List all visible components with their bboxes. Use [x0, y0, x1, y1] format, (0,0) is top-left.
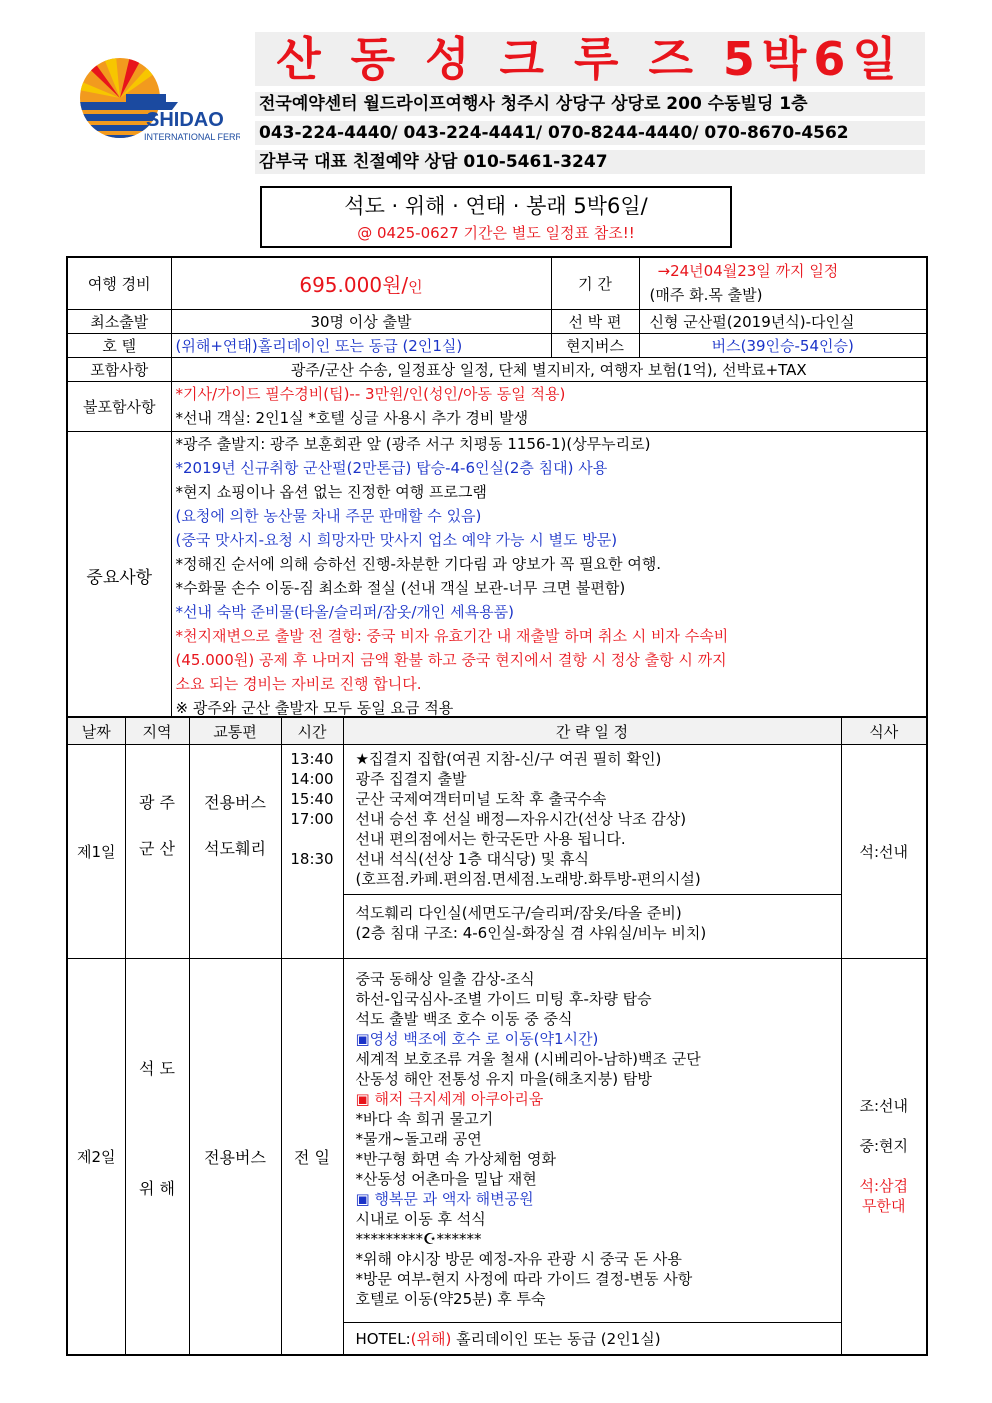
- cost-unit: 인: [408, 277, 423, 296]
- day2-hotel-name: 홀리데이인 또는 동급 (2인1실): [451, 1329, 661, 1348]
- header-itinerary: 간 략 일 정: [343, 717, 841, 745]
- day1-time: 18:30: [290, 850, 334, 868]
- important-item: *2019년 신규취항 군산펄(2만톤급) 탑승-4-6인실(2층 침대) 사용: [175, 458, 608, 477]
- day1-item: 광주 집결지 출발: [355, 770, 467, 788]
- header-transport: 교통편: [189, 717, 281, 745]
- logo-text: SHIDAO: [146, 109, 224, 131]
- day2-transport: 전용버스: [189, 959, 281, 1355]
- info-table: [66, 256, 928, 722]
- day2-hotel-prefix: HOTEL:: [355, 1329, 411, 1348]
- logo-subtext: INTERNATIONAL FERRY: [144, 132, 240, 142]
- schedule-table: [66, 716, 928, 1356]
- day2-hotel-city: (위해): [410, 1329, 452, 1348]
- day1-time: 17:00: [290, 810, 334, 828]
- ship-label: 선 박 편: [551, 309, 639, 333]
- day1-itinerary: [343, 745, 841, 895]
- important-item: *천지재변으로 출발 전 결항: 중국 비자 유효기간 내 재출발 하며 취소 시 비자 수속비: [175, 626, 729, 645]
- important-item: (요청에 의한 농산물 차내 주문 판매할 수 있음): [175, 506, 482, 525]
- exclude-cell: [171, 381, 927, 431]
- bus-value: 버스(39인승-54인승): [639, 333, 927, 357]
- day2-item: *물개~돌고래 공연: [355, 1130, 482, 1148]
- day2-breakfast: 조:선내: [859, 1097, 909, 1116]
- route-box: [260, 186, 732, 248]
- day1-region1: 광 주: [139, 793, 175, 812]
- header-date: 날짜: [67, 717, 125, 745]
- day1-transport2: 석도훼리: [204, 839, 266, 858]
- min-label: 최소출발: [67, 309, 171, 333]
- day2-meals: [841, 959, 927, 1355]
- agency-contact: 감부국 대표 친절예약 상담 010-5461-3247: [255, 150, 925, 174]
- cost-label: 여행 경비: [67, 257, 171, 309]
- important-item: (중국 맛사지-요청 시 희망자만 맛사지 업소 예약 가능 시 별도 방문): [175, 530, 618, 549]
- include-value: 광주/군산 수송, 일정표상 일정, 단체 별지비자, 여행자 보험(1억), 선박료+TAX: [171, 357, 927, 381]
- day2-region: [125, 959, 189, 1355]
- cost-value: 695.000원/: [299, 272, 409, 297]
- day2-item: 하선-입국심사-조별 가이드 미팅 후-차량 탑승: [355, 990, 652, 1008]
- day1-ferry-note: [343, 895, 841, 959]
- important-item: 소요 되는 경비는 자비로 진행 합니다.: [175, 674, 422, 693]
- day1-item: (호프점.카페.편의점.면세점.노래방.화투방-편의시설): [355, 870, 701, 888]
- cost-cell: [171, 257, 551, 309]
- day2-item: *바다 속 희귀 물고기: [355, 1110, 494, 1128]
- day2-item: *산동성 어촌마을 밀납 재현: [355, 1170, 537, 1188]
- day1-item: 선내 편의점에서는 한국돈만 사용 됩니다.: [355, 830, 626, 848]
- day1-transport: [189, 745, 281, 959]
- day1-meal: 석:선내: [841, 745, 927, 959]
- important-list: [171, 431, 927, 721]
- day1-time: 13:40: [290, 750, 334, 768]
- exclude-line2: *선내 객실: 2인1실 *호텔 싱글 사용시 추가 경비 발생: [175, 409, 529, 427]
- day2-item: 시내로 이동 후 석식: [355, 1210, 486, 1228]
- day2-item: *방문 여부-현지 사정에 따라 가이드 결정-변동 사항: [355, 1270, 693, 1288]
- header-time: 시간: [281, 717, 343, 745]
- day1-date: 제1일: [67, 745, 125, 959]
- header-region: 지역: [125, 717, 189, 745]
- exclude-line1: *기사/가이드 필수경비(팁)-- 3만원/인(성인/아동 동일 적용): [175, 385, 566, 403]
- ship-value: 신형 군산펄(2019년식)-다인실: [639, 309, 927, 333]
- day1-item: 선내 승선 후 선실 배정—자유시간(선상 낙조 감상): [355, 810, 687, 828]
- day1-note1: 석도훼리 다인실(세면도구/슬리퍼/잠옷/타올 준비): [355, 904, 682, 922]
- day2-lunch: 중:현지: [859, 1137, 909, 1156]
- important-item: *선내 숙박 준비물(타올/슬리퍼/잠옷/개인 세욕용품): [175, 602, 514, 621]
- day2-item: *위해 야시장 방문 예정-자유 관광 시 중국 돈 사용: [355, 1250, 682, 1268]
- day1-item: ★집결지 집합(여권 지참-신/구 여권 필히 확인): [355, 750, 662, 768]
- period-label: 기 간: [551, 257, 639, 309]
- agency-phones: 043-224-4440/ 043-224-4441/ 070-8244-4440/ 070-8670-4562: [255, 121, 925, 145]
- day1-item: 군산 국제여객터미널 도착 후 출국수속: [355, 790, 607, 808]
- bus-label: 현지버스: [551, 333, 639, 357]
- day2-item: 호텔로 이동(약25분) 후 투숙: [355, 1290, 546, 1308]
- important-item: (45.000원) 공제 후 나머지 금액 환불 하고 중국 현지에서 결항 시 정상 출항 시 까지: [175, 650, 727, 669]
- day2-hotel: [343, 1323, 841, 1355]
- day2-item: ▣영성 백조에 호수 로 이동(약1시간): [355, 1030, 599, 1048]
- important-item: *광주 출발지: 광주 보훈회관 앞 (광주 서구 치평동 1156-1)(상무누리로): [175, 434, 651, 453]
- route-note: @ 0425-0627 기간은 별도 일정표 참조!!: [357, 224, 635, 242]
- period-line1: →24년04월23일 까지 일정: [657, 262, 839, 281]
- important-item: *수화물 손수 이동-짐 최소화 절실 (선내 객실 보관-너무 크면 불편함): [175, 578, 626, 597]
- day2-dinner2: 무한대: [862, 1197, 906, 1216]
- hotel-label: 호 텔: [67, 333, 171, 357]
- day1-times: [281, 745, 343, 959]
- day2-item: *********☪******: [355, 1230, 482, 1248]
- agency-address: 전국예약센터 월드라이프여행사 청주시 상당구 상당로 200 수동빌딩 1층: [255, 92, 925, 116]
- company-logo: [68, 56, 240, 152]
- day1-transport1: 전용버스: [204, 793, 266, 812]
- day2-item: 세계적 보호조류 겨울 철새 (시베리아-남하)백조 군단: [355, 1050, 701, 1068]
- day1-item: 선내 석식(선상 1층 대식당) 및 휴식: [355, 850, 589, 868]
- day2-item: 산동성 해안 전통성 유지 마을(해초지붕) 탐방: [355, 1070, 652, 1088]
- min-value: 30명 이상 출발: [171, 309, 551, 333]
- exclude-label: 불포함사항: [67, 381, 171, 431]
- day1-time: 15:40: [290, 790, 334, 808]
- important-item: ※ 광주와 군산 출발자 모두 동일 요금 적용: [175, 698, 454, 717]
- header-meal: 식사: [841, 717, 927, 745]
- day2-region2: 위 해: [139, 1179, 175, 1198]
- page-title: 산 동 성 크 루 즈 5박6일: [255, 32, 925, 86]
- period-cell: [639, 257, 927, 309]
- day1-region2: 군 산: [139, 839, 175, 858]
- day2-item: 중국 동해상 일출 감상-조식: [355, 970, 535, 988]
- day2-item: 석도 출발 백조 호수 이동 중 중식: [355, 1010, 573, 1028]
- day1-region: [125, 745, 189, 959]
- day2-item: ▣ 행복문 과 액자 해변공원: [355, 1190, 534, 1208]
- important-label: 중요사항: [67, 431, 171, 721]
- day2-item: ▣ 해저 극지세계 아쿠아리움: [355, 1090, 544, 1108]
- day1-note2: (2층 침대 구조: 4-6인실-화장실 겸 샤워실/비누 비치): [355, 924, 707, 942]
- route-title: 석도 · 위해 · 연태 · 봉래 5박6일/: [344, 194, 648, 218]
- day2-time: 전 일: [281, 959, 343, 1355]
- day2-itinerary: [343, 959, 841, 1323]
- important-item: *정해진 순서에 의해 승하선 진행-차분한 기다림 과 양보가 꼭 필요한 여행.: [175, 554, 662, 573]
- day1-time: [282, 829, 343, 849]
- day2-dinner: 석:삼겹: [859, 1177, 909, 1196]
- include-label: 포함사항: [67, 357, 171, 381]
- day2-date: 제2일: [67, 959, 125, 1355]
- important-item: *현지 쇼핑이나 옵션 없는 진정한 여행 프로그램: [175, 482, 487, 501]
- period-line2: (매주 화.목 출발): [649, 286, 763, 305]
- day2-item: *반구형 화면 속 가상체험 영화: [355, 1150, 556, 1168]
- day2-region1: 석 도: [139, 1059, 175, 1078]
- hotel-value: (위해+연태)홀리데이인 또는 동급 (2인1실): [171, 333, 551, 357]
- day1-time: 14:00: [290, 770, 334, 788]
